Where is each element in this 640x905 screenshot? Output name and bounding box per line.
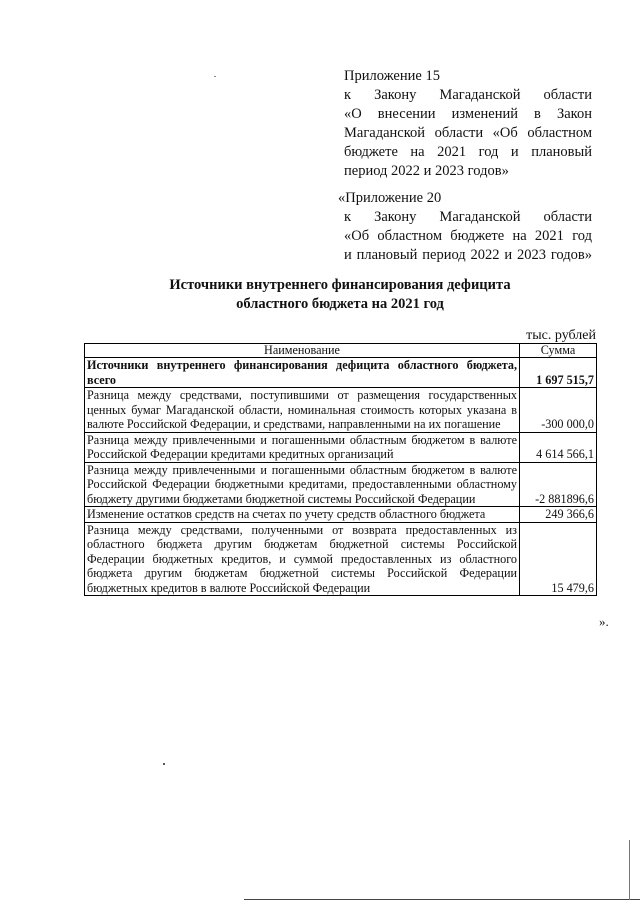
appendix-20-line: «Приложение 20: [338, 190, 442, 206]
table-row: [85, 522, 597, 596]
table-row: [85, 507, 597, 523]
header-name: Наименование: [85, 344, 520, 358]
row-sum: 249 366,6: [520, 507, 597, 523]
row-sum: 1 697 515,7: [520, 358, 597, 388]
table-row: [85, 388, 597, 433]
header-sum: Сумма: [520, 344, 597, 358]
table-row: [85, 462, 597, 507]
row-name: Разница между средствами, полученными от возврата предоставленных из областного бюджета другим бюджетам бюджетной системы Российской Федерации бюджетных кредитов, и суммой предоставленных из областного бюджета другим бюджетам бюджетной системы Российской Федерации бюджетных кредитов в валюте Российской Федерации: [85, 522, 520, 596]
appendix-15-line: период 2022 и 2023 годов»: [344, 163, 509, 179]
appendix-15-line: Магаданской области «Об областном: [344, 125, 592, 141]
row-name: Разница между средствами, поступившими от размещения государственных ценных бумаг Магаданской области, номинальная стоимость которых указана в валюте Российской Федерации, и средствами, направленными на их погашение: [85, 388, 520, 433]
row-name: Источники внутреннего финансирования дефицита областного бюджета, всего: [85, 358, 520, 388]
scan-edge-line: [244, 899, 640, 900]
appendix-15-line: бюджете на 2021 год и плановый: [344, 144, 592, 160]
appendix-20-line: к Закону Магаданской области: [344, 209, 592, 225]
table-row: [85, 358, 597, 388]
scan-edge-line: [629, 840, 630, 900]
row-name: Изменение остатков средств на счетах по учету средств областного бюджета: [85, 507, 520, 523]
appendix-15-line: к Закону Магаданской области: [344, 87, 592, 103]
row-sum: -2 881896,6: [520, 462, 597, 507]
table-row: [85, 432, 597, 462]
appendix-15-line: «О внесении изменений в Закон: [344, 106, 592, 122]
document-title: [120, 276, 560, 314]
closing-quote: ».: [599, 614, 609, 629]
scan-speck: [214, 76, 216, 77]
row-name: Разница между привлеченными и погашенными областным бюджетом в валюте Российской Федерации кредитами кредитных организаций: [85, 432, 520, 462]
row-sum: -300 000,0: [520, 388, 597, 433]
row-name: Разница между привлеченными и погашенными областным бюджетом в валюте Российской Федерации бюджетными кредитами, предоставленными областному бюджету другими бюджетами бюджетной системы Российской Федерации: [85, 462, 520, 507]
appendix-20-line: «Об областном бюджете на 2021 год: [344, 228, 592, 244]
appendix-15-header: [344, 67, 592, 181]
financing-sources-table: [84, 343, 597, 596]
scan-speck: [163, 763, 165, 765]
units-label: тыс. рублей: [526, 328, 596, 343]
appendix-20-line: и плановый период 2022 и 2023 годов»: [344, 247, 592, 263]
title-line-2: областного бюджета на 2021 год: [236, 296, 444, 312]
row-sum: 15 479,6: [520, 522, 597, 596]
appendix-15-line: Приложение 15: [344, 68, 440, 84]
row-sum: 4 614 566,1: [520, 432, 597, 462]
appendix-20-header: [338, 189, 592, 265]
table-header-row: [85, 344, 597, 358]
title-line-1: Источники внутреннего финансирования дефицита: [169, 277, 511, 293]
